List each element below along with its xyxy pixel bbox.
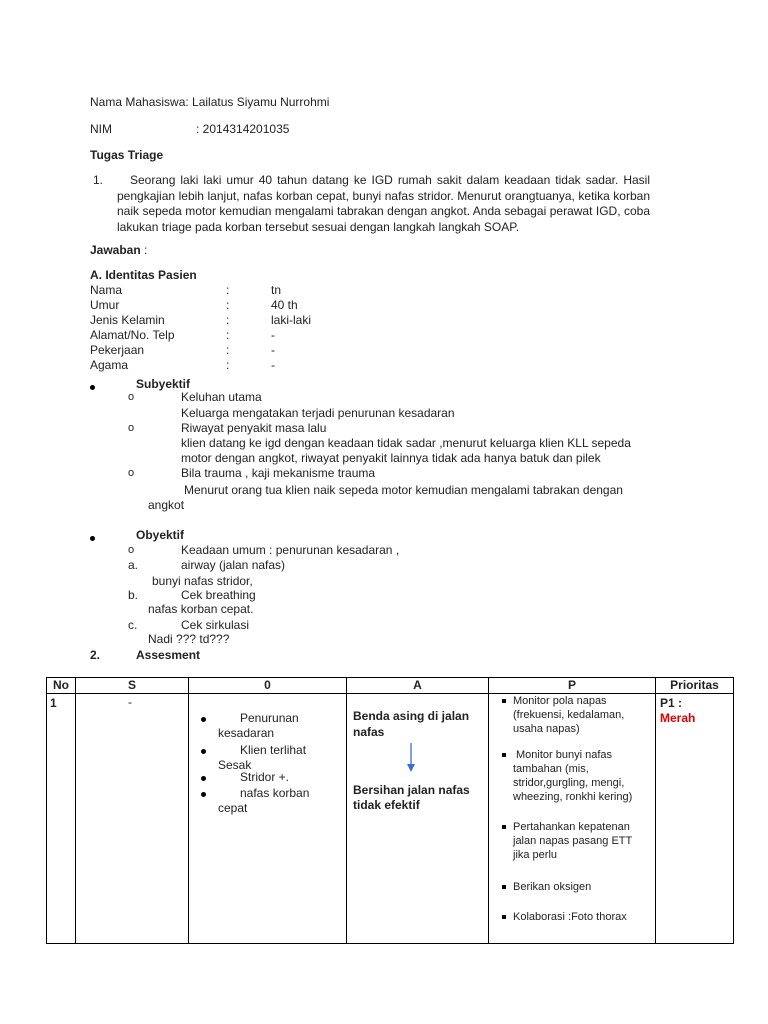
bullet-icon [90,536,95,541]
identity-label: Jenis Kelamin [90,313,165,327]
identity-value: - [271,358,275,372]
subjective-item-head: Bila trauma , kaji mekanisme trauma [181,466,376,480]
header-priority: Prioritas [656,678,734,694]
o-item: nafas korban cepat [218,786,310,815]
identity-value: - [271,328,275,342]
arrow-down-icon [406,743,416,773]
circle-bullet-icon: o [128,544,135,556]
objective-marker: a. [128,558,139,572]
identity-label: Umur [90,298,120,312]
identity-separator: : [226,283,230,297]
objective-marker: b. [128,588,139,602]
cell-a [347,694,489,944]
objective-item-head: Cek breathing [181,588,256,602]
header-no: No [47,678,76,694]
identity-label: Pekerjaan [90,343,145,357]
identity-separator: : [226,298,230,312]
header-o: 0 [189,678,347,694]
identity-label: Alamat/No. Telp [90,328,175,342]
cell-p [489,694,656,944]
circle-bullet-icon: o [128,467,135,479]
table-row [47,694,734,944]
o-item: Stridor +. [240,770,290,784]
identity-title: A. Identitas Pasien [90,268,197,282]
assessment-title: Assesment [136,648,201,662]
question-number: 1. [93,173,104,187]
header-s: S [76,678,189,694]
question-paragraph [93,173,650,235]
nim-value: : 2014314201035 [196,122,290,136]
answer-label: Jawaban : [90,243,148,257]
header-p: P [489,678,656,694]
header-a: A [347,678,489,694]
identity-separator: : [226,343,230,357]
objective-item-body: bunyi nafas stridor, [152,574,253,588]
subjective-item-head: Keluhan utama [181,390,262,404]
priority-value: Merah [660,711,696,725]
cell-no: 1 [47,694,76,944]
objective-item-head: Cek sirkulasi [181,618,250,632]
nim-label: NIM [90,122,112,136]
identity-label: Agama [90,358,129,372]
assessment-number: 2. [90,648,101,662]
objective-marker: c. [128,618,138,632]
a-top: Benda asing di jalan nafas [353,709,470,739]
bullet-icon [90,385,95,390]
objective-item-body: Nadi ??? td??? [148,632,230,646]
subjective-item-body: Menurut orang tua klien naik sepeda motor kemudian mengalami tabrakan dengan [184,483,623,497]
subjective-item-body: motor dengan angkot, riwayat penyakit lainnya tidak ada hanya batuk dan pilek [181,451,601,465]
p-item: Monitor bunyi nafas tambahan (mis, stridor,gurgling, mengi, wheezing, ronkhi kering) [513,749,633,803]
subjective-title: Subyektif [136,377,191,391]
identity-value: laki-laki [271,313,312,327]
student-name: Nama Mahasiswa: Lailatus Siyamu Nurrohmi [90,95,330,109]
identity-separator: : [226,313,230,327]
p-item: Kolaborasi :Foto thorax [513,911,627,923]
question-text: Seorang laki laki umur 40 tahun datang ke IGD rumah sakit dalam keadaan tidak sadar. Hasil pengkajian lebih lanjut, nafas korban cepat, bunyi nafas stridor. Menurut orangtuanya, ketika korban naik sepeda motor kemudian mengalami tabrakan dengan angkot. Anda sebagai perawat IGD, coba lakukan triage pada korban tersebut sesuai dengan langkah langkah SOAP. [117,173,650,234]
p-item: Monitor pola napas (frekuensi, kedalaman, usaha napas) [513,695,625,735]
identity-value: - [271,343,275,357]
identity-value: tn [271,283,282,297]
identity-separator: : [226,328,230,342]
soap-table [46,677,734,944]
priority-label: P1 : [660,696,683,710]
subjective-item-head: Riwayat penyakit masa lalu [181,421,327,435]
circle-bullet-icon: o [128,422,135,434]
o-item: Penurunan kesadaran [218,711,299,740]
cell-priority [656,694,734,944]
a-bottom: Bersihan jalan nafas tidak efektif [353,783,470,812]
subjective-item-body: klien datang ke igd dengan keadaan tidak sadar ,menurut keluarga klien KLL sepeda [181,436,631,450]
subjective-item-body: Keluarga mengatakan terjadi penurunan kesadaran [181,406,455,420]
task-title: Tugas Triage [90,148,164,162]
objective-item-body: nafas korban cepat. [148,602,254,616]
objective-item-head: Keadaan umum : penurunan kesadaran , [181,543,400,557]
objective-item-head: airway (jalan nafas) [181,558,286,572]
p-item: Berikan oksigen [513,881,592,893]
subjective-item-body: angkot [148,498,185,512]
cell-o [189,694,347,944]
identity-separator: : [226,358,230,372]
p-item: Pertahankan kepatenan jalan napas pasang ETT jika perlu [513,821,633,861]
o-item: Klien terlihat Sesak [218,743,307,772]
table-header-row [47,678,734,694]
objective-title: Obyektif [136,528,185,542]
cell-s: - [76,694,189,944]
circle-bullet-icon: o [128,391,135,403]
identity-label: Nama [90,283,123,297]
identity-value: 40 th [271,298,298,312]
